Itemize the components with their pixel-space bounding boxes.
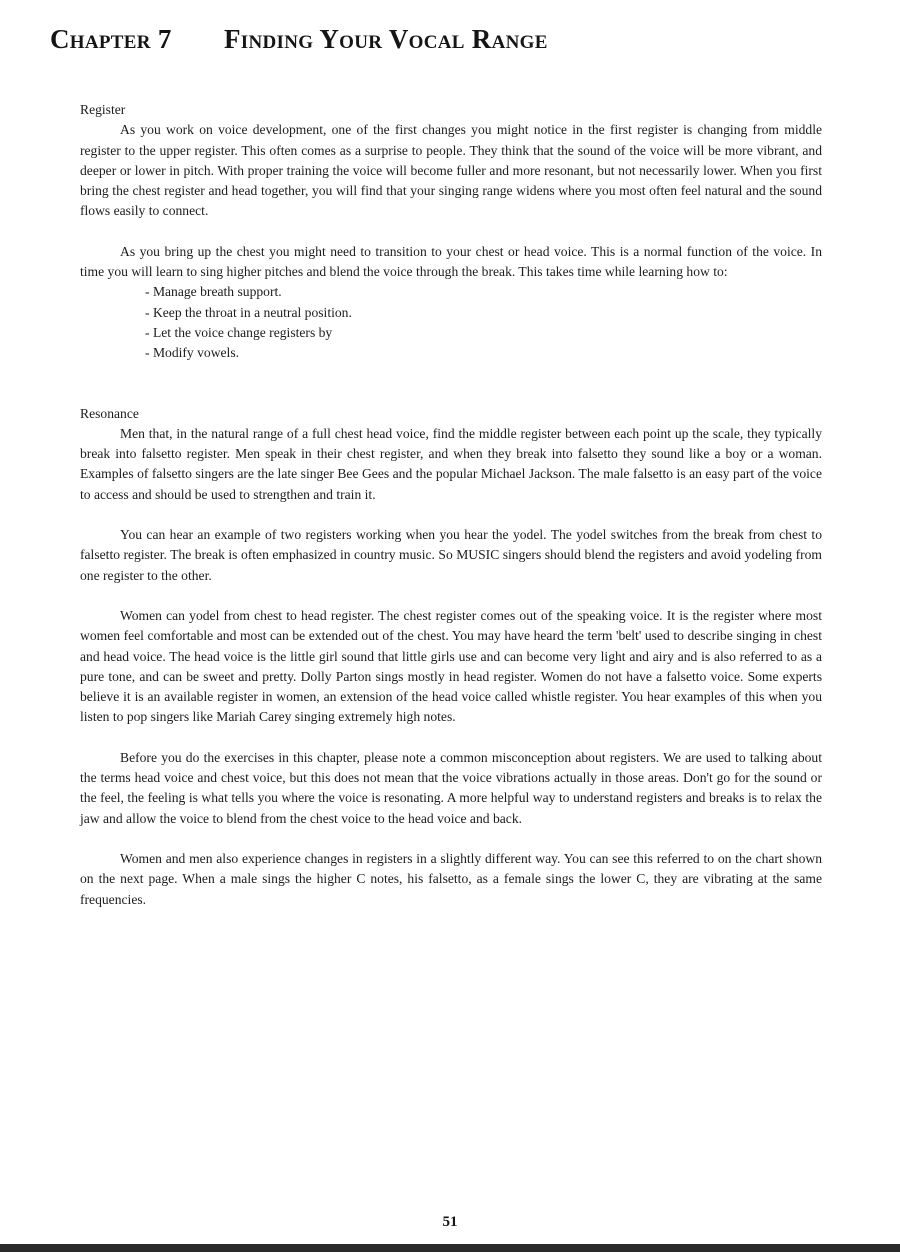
page-body: [80, 100, 822, 910]
section-heading: Register: [80, 102, 126, 117]
list-item: - Manage breath support.: [145, 284, 282, 300]
paragraph: Men that, in the natural range of a full chest head voice, find the middle register between each point up the scale, they typically break into falsetto register. Men speak in their chest register, and when they break into falsetto they sound like a boy or a woman. Examples of falsetto singers are the late singer Bee Gees and the popular Michael Jackson. The male falsetto is an easy part of the voice to access and should be used to strengthen and train it.: [80, 425, 822, 502]
section-register: [80, 100, 822, 364]
paragraph: As you bring up the chest you might need to transition to your chest or head voice. This is a normal function of the voice. In time you will learn to sing higher pitches and blend the voice through the break. This takes time while learning how to:: [80, 243, 822, 280]
chapter-title: Finding Your Vocal Range: [224, 24, 548, 54]
list-item: - Keep the throat in a neutral position.: [145, 304, 352, 320]
bullet-list: [80, 282, 822, 363]
page-number: 51: [442, 1214, 458, 1230]
paragraph: As you work on voice development, one of the first changes you might notice in the first register is changing from middle register to the upper register. This often comes as a surprise to people. They think that the sound of the voice will be more vibrant, and deeper or lower in pitch. With proper training the voice will become fuller and more resonant, but not necessarily lower. When you first bring the chest register and head together, you will find that your singing range widens where you most often feel natural and the sound flows easily to connect.: [80, 122, 822, 219]
chapter-label: Chapter 7: [50, 24, 172, 54]
page-edge: [0, 1244, 900, 1252]
paragraph: Women can yodel from chest to head register. The chest register comes out of the speaking voice. It is the register where most women feel comfortable and most can be extended out of the chest. You may have heard the term 'belt' used to describe singing in chest and head voice. The head voice is the little girl sound that little girls use and can become very light and airy and is also referred to as a pure tone, and can be sweet and pretty. Dolly Parton sings mostly in head register. Women do not have a falsetto voice. Some experts believe it is an available register in women, an extension of the head voice called whistle register. You hear examples of this when you listen to pop singers like Mariah Carey singing extremely high notes.: [80, 607, 822, 725]
section-resonance: [80, 404, 822, 910]
list-item: - Modify vowels.: [145, 345, 240, 361]
paragraph: You can hear an example of two registers working when you hear the yodel. The yodel switches from the break from chest to falsetto register. The break is often emphasized in country music. So MUSIC singers should blend the registers and avoid yodeling from one register to the other.: [80, 527, 822, 583]
list-item: - Let the voice change registers by: [145, 324, 333, 340]
paragraph: Before you do the exercises in this chapter, please note a common misconception about registers. We are used to talking about the terms head voice and chest voice, but this does not mean that the voice vibrations actually in those areas. Don't go for the sound or the feel, the feeling is what tells you where the voice is resonating. A more helpful way to understand registers and breaks is to relax the jaw and allow the voice to blend from the chest voice to the head voice and back.: [80, 749, 822, 826]
section-heading: Resonance: [80, 405, 139, 421]
paragraph: Women and men also experience changes in registers in a slightly different way. You can see this referred to on the chart shown on the next page. When a male sings the higher C notes, his falsetto, as a female sings the lower C, they are vibrating at the same frequencies.: [80, 850, 822, 907]
chapter-header: [50, 24, 850, 55]
